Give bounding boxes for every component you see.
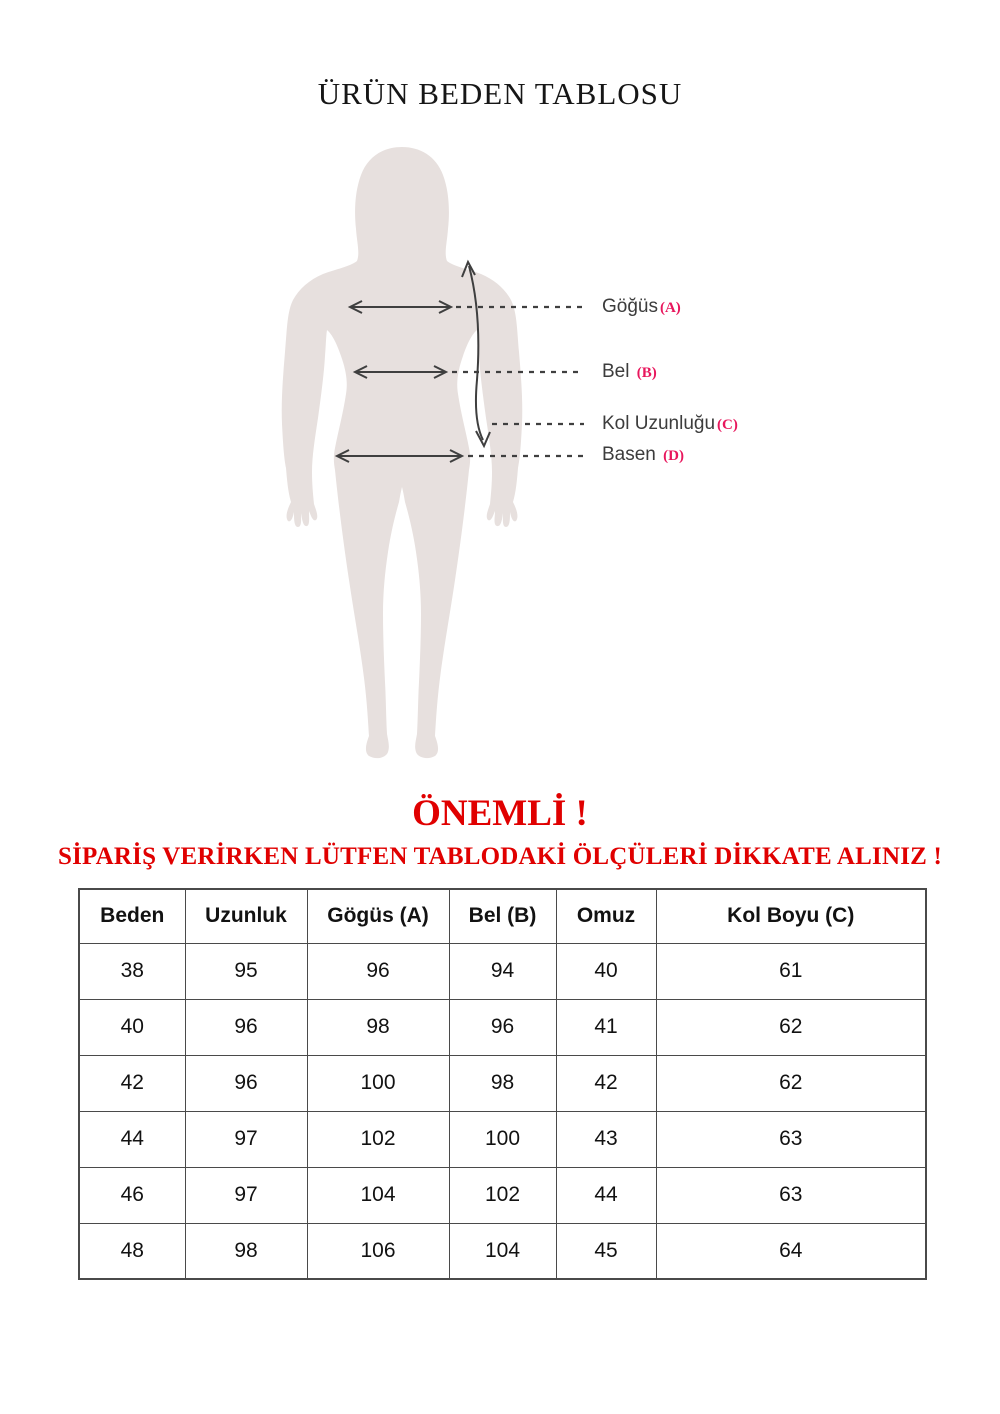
size-table-header-cell: Bel (B) (449, 889, 556, 943)
label-hip-letter: (D) (663, 448, 684, 464)
size-table-cell: 106 (307, 1223, 449, 1279)
label-arm-length-text: Kol Uzunluğu (602, 413, 716, 434)
size-table-cell: 97 (185, 1111, 307, 1167)
size-table-cell: 42 (79, 1055, 185, 1111)
label-waist-text: Bel (602, 361, 630, 382)
body-silhouette-graphic (280, 138, 595, 770)
size-table-cell: 96 (449, 999, 556, 1055)
label-arm-length (602, 413, 738, 436)
size-table-cell: 96 (185, 1055, 307, 1111)
size-table-cell: 104 (449, 1223, 556, 1279)
size-table-row (79, 1167, 926, 1223)
page-title: ÜRÜN BEDEN TABLOSU (317, 76, 683, 111)
size-table-cell: 45 (556, 1223, 656, 1279)
size-table-cell: 38 (79, 943, 185, 999)
size-table-cell: 104 (307, 1167, 449, 1223)
size-table-row (79, 1055, 926, 1111)
size-table-body (79, 943, 926, 1279)
size-table-cell: 44 (556, 1167, 656, 1223)
size-table-row (79, 1223, 926, 1279)
label-waist-letter: (B) (636, 365, 657, 381)
label-waist (602, 361, 657, 384)
label-chest-text: Göğüs (602, 296, 658, 317)
important-heading: ÖNEMLİ ! (412, 793, 588, 834)
female-silhouette-shape (282, 147, 523, 758)
size-table-cell: 102 (449, 1167, 556, 1223)
size-table-row (79, 943, 926, 999)
size-table-cell: 40 (556, 943, 656, 999)
size-table-row (79, 999, 926, 1055)
size-table-header-cell: Uzunluk (185, 889, 307, 943)
size-table-cell: 102 (307, 1111, 449, 1167)
size-table-header-cell: Kol Boyu (C) (656, 889, 926, 943)
size-table-cell: 97 (185, 1167, 307, 1223)
label-chest (602, 296, 681, 319)
label-chest-letter: (A) (659, 300, 681, 316)
size-table-cell: 63 (656, 1167, 926, 1223)
size-table-cell: 62 (656, 1055, 926, 1111)
size-table-cell: 96 (307, 943, 449, 999)
size-table-cell: 44 (79, 1111, 185, 1167)
size-table-cell: 95 (185, 943, 307, 999)
size-table-cell: 42 (556, 1055, 656, 1111)
size-table-header-cell: Beden (79, 889, 185, 943)
size-table-cell: 61 (656, 943, 926, 999)
size-table-header-cell: Gögüs (A) (307, 889, 449, 943)
size-table-header-row (79, 889, 926, 943)
size-table-cell: 46 (79, 1167, 185, 1223)
label-hip (602, 444, 684, 467)
label-hip-text: Basen (602, 444, 656, 465)
size-table-cell: 98 (449, 1055, 556, 1111)
size-table-cell: 43 (556, 1111, 656, 1167)
size-table-header-cell: Omuz (556, 889, 656, 943)
size-table-cell: 41 (556, 999, 656, 1055)
size-table-cell: 64 (656, 1223, 926, 1279)
size-table-row (79, 1111, 926, 1167)
size-table-cell: 96 (185, 999, 307, 1055)
label-arm-length-letter: (C) (717, 417, 738, 433)
size-table (78, 888, 927, 1280)
size-table-cell: 98 (307, 999, 449, 1055)
order-warning-text: SİPARİŞ VERİRKEN LÜTFEN TABLODAKİ ÖLÇÜLERİ DİKKATE ALINIZ ! (58, 843, 942, 870)
size-table-cell: 48 (79, 1223, 185, 1279)
size-table-cell: 100 (307, 1055, 449, 1111)
size-table-cell: 40 (79, 999, 185, 1055)
size-table-cell: 63 (656, 1111, 926, 1167)
size-table-cell: 94 (449, 943, 556, 999)
size-table-cell: 98 (185, 1223, 307, 1279)
size-table-cell: 62 (656, 999, 926, 1055)
size-table-cell: 100 (449, 1111, 556, 1167)
